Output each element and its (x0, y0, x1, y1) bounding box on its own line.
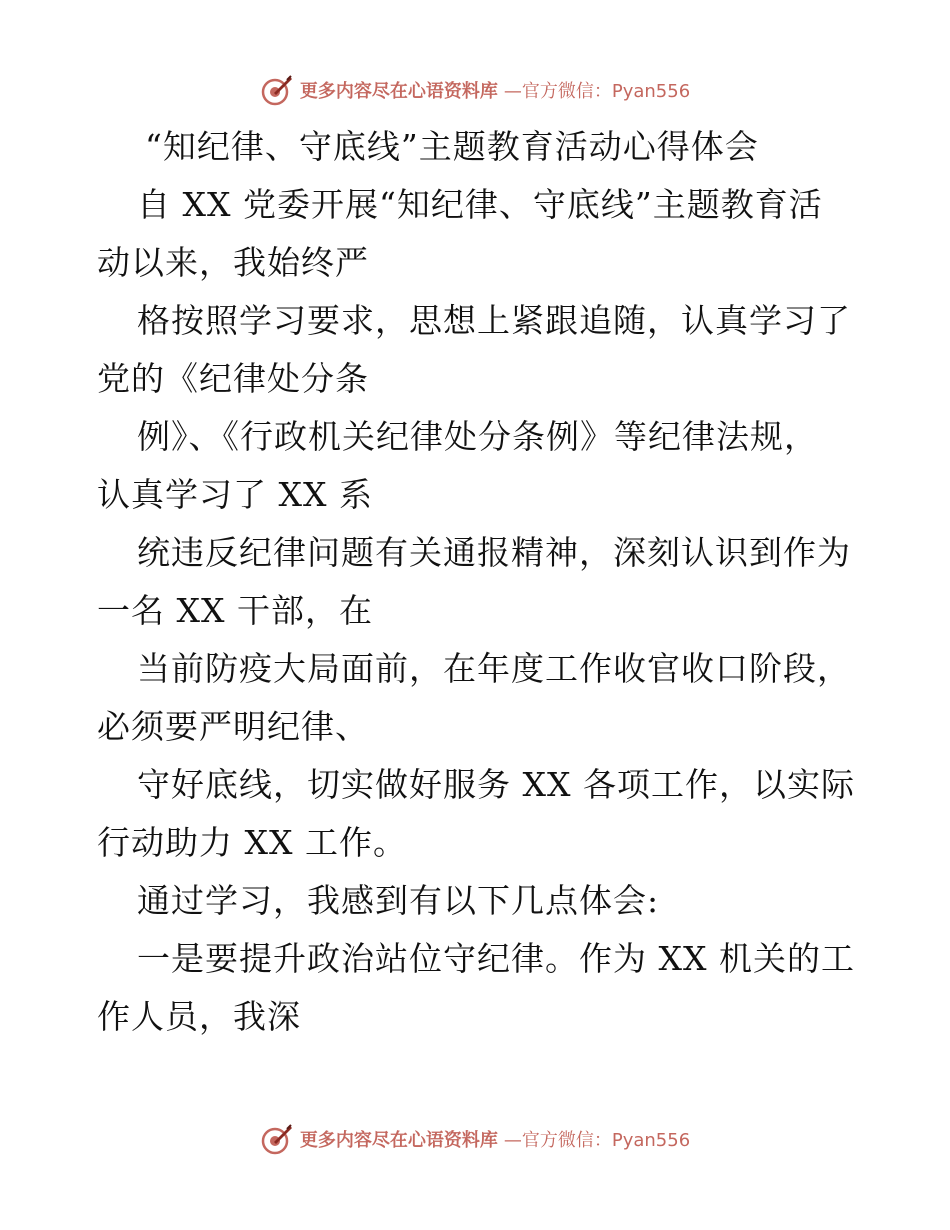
banner-site-name: 更多内容尽在心语资料库 (299, 81, 498, 102)
paragraph-line: 通过学习，我感到有以下几点体会: (137, 881, 660, 920)
banner-site-name: 更多内容尽在心语资料库 (299, 1130, 498, 1151)
pen-logo-icon (260, 73, 294, 107)
paragraph-line: 例》、《行政机关纪律处分条例》等纪律法规， (137, 417, 818, 456)
footer-banner (0, 1119, 950, 1159)
banner-wechat: —官方微信：Pyan556 (503, 81, 691, 102)
paragraph-line: 统违反纪律问题有关通报精神，深刻认识到作为 (137, 533, 851, 572)
paragraph-line: 动以来，我始终严 (97, 243, 369, 282)
banner-wechat: —官方微信：Pyan556 (503, 1130, 691, 1151)
document-title: “知纪律、守底线”主题教育活动心得体会 (145, 127, 759, 166)
header-banner (0, 70, 950, 110)
paragraph-line: 党的《纪律处分条 (97, 359, 369, 398)
paragraph-line: 一是要提升政治站位守纪律。作为 XX 机关的工 (137, 939, 855, 978)
paragraph-line: 行动助力 XX 工作。 (97, 823, 407, 862)
paragraph-line: 作人员，我深 (97, 997, 301, 1036)
paragraph-line: 当前防疫大局面前，在年度工作收官收口阶段， (137, 649, 851, 688)
paragraph-line: 自 XX 党委开展“知纪律、守底线”主题教育活 (137, 185, 823, 224)
paragraph-line: 守好底线，切实做好服务 XX 各项工作，以实际 (137, 765, 855, 804)
pen-logo-icon (260, 1122, 294, 1156)
paragraph-line: 认真学习了 XX 系 (97, 475, 373, 514)
paragraph-line: 必须要严明纪律、 (97, 707, 369, 746)
paragraph-line: 格按照学习要求，思想上紧跟追随，认真学习了 (137, 301, 851, 340)
paragraph-line: 一名 XX 干部，在 (97, 591, 373, 630)
